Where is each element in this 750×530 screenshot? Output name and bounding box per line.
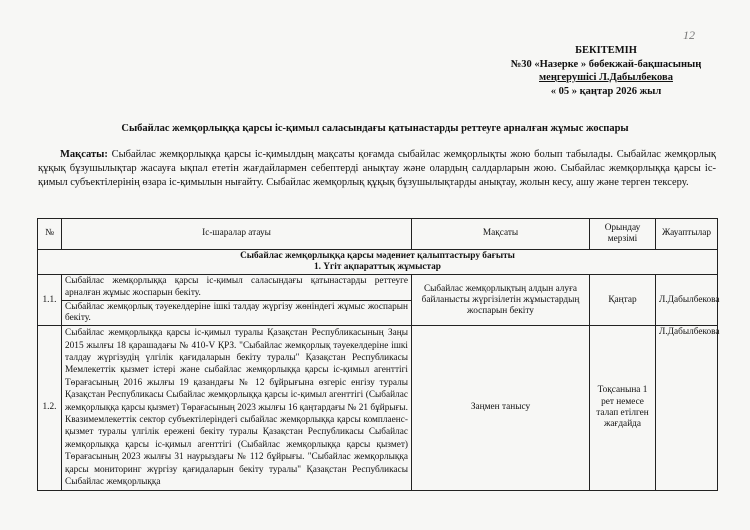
table-row <box>38 275 718 300</box>
page-number: 12 <box>683 28 695 42</box>
row-number: 1.2. <box>38 326 62 490</box>
header-number: № <box>38 219 62 250</box>
document-title: Сыбайлас жемқорлыққа қарсы іс-қимыл саласындағы қатынастарды реттеуге арналған жұмыс жоспары <box>121 123 629 134</box>
table-row <box>38 326 718 490</box>
section-row <box>38 250 718 275</box>
row-deadline: Тоқсанына 1 рет немесе талап етілген жағдайда <box>590 326 656 490</box>
approval-org-line: №30 «Назерке » бөбекжай-бақшасының <box>510 58 702 70</box>
header-responsible: Жауаптылар <box>656 219 718 250</box>
table-header-row <box>38 219 718 250</box>
approval-block <box>476 44 736 98</box>
approval-head-line: меңгерушісі Л.Дабылбекова <box>539 72 673 83</box>
row-goal: Заңмен танысу <box>412 326 590 490</box>
row-goal: Сыбайлас жемқорлықтың алдын алуға байланысты жүргізілетін жұмыстардың жоспарын бекіту <box>412 275 590 326</box>
row-event: Сыбайлас жемқорлыққа қарсы іс-қимыл туралы Қазақстан Республикасының Заңы 2015 жылғы 18 қарашадағы № 410-V ҚРЗ. "Сыбайлас жемқорлық тәуекелдеріне ішкі талдау жүргізудің үлгілік қағидаларын бекіту туралы" Қазақстан Республикасы Мемлекеттік қызмет істері және сыбайлас жемқорлыққа қарсы іс-қимыл агенттігі Төрағасының 2016 жылғы 19 қазандағы № 12 бұйрығына өзгеріс енгізу туралы Қазақстан Республикасы Сыбайлас жемқорлыққа қарсы іс-қимыл агенттігі (Сыбайлас жемқорлыққа қарсы қызмет) Төрағасының 2023 жылғы 16 қаңтардағы № 21 бұйрығы. Квазимемлекеттік сектор субъектілеріндегі сыбайлас жемқорлыққа қарсы комплаенс-қызмет туралы үлгілік ережені бекіту туралы Қазақстан Республикасы Сыбайлас жемқорлыққа қарсы іс-қимыл агенттігі (Сыбайлас жемқорлыққа қарсы қызмет) Төрағасының 2023 жылғы 31 наурыздағы № 112 бұйрығы. "Сыбайлас жемқорлыққа қарсы мониторинг жүргізу қағидаларын бекіту туралы" Қазақстан Республикасы Сыбайлас жемқорлыққа <box>62 326 412 490</box>
header-deadline: Орындау мерзімі <box>590 219 656 250</box>
row-number: 1.1. <box>38 275 62 326</box>
row-event: Сыбайлас жемқорлыққа қарсы іс-қимыл саласындағы қатынастарды реттеуге арналған жұмыс жоспарын бекіту. <box>62 275 412 300</box>
work-plan-table <box>37 218 718 491</box>
section-cell <box>38 250 718 275</box>
approval-heading: БЕКІТЕМІН <box>575 45 637 56</box>
section-title: Сыбайлас жемқорлыққа қарсы мәдениет қалыптастыру бағыты <box>240 251 515 261</box>
header-goal: Мақсаты <box>412 219 590 250</box>
subsection-title: 1. Үгіт ақпараттық жұмыстар <box>314 262 441 273</box>
row-event: Сыбайлас жемқорлық тәуекелдеріне ішкі талдау жүргізу жөніндегі жұмыс жоспарын бекіту. <box>62 300 412 325</box>
row-responsible: Л.Дабылбекова <box>656 326 718 490</box>
row-deadline: Қаңтар <box>590 275 656 326</box>
row-responsible: Л.Дабылбекова <box>656 275 718 326</box>
purpose-text: Сыбайлас жемқорлыққа қарсы іс-қимылдың мақсаты қоғамда сыбайлас жемқорлықты жою болып табылады. Сыбайлас жемқорлық құқық бұзушылықтар жасауға ықпал ететін жағдайлармен себептерді анықтау және олардың салдарларын жою. Сыбайлас жемқорлыққа қарсы іс-қимыл субъектілерінің өзара іс-қимылын нығайту. Сыбайлас жемқорлық құқық бұзушылықтарды анықтау, жолын кесу, ашу және терген тексеру. <box>38 149 716 189</box>
header-event: Іс-шаралар атауы <box>62 219 412 250</box>
approval-date-line: « 05 » қаңтар 2026 жыл <box>550 85 662 97</box>
purpose-paragraph <box>38 148 716 191</box>
purpose-label: Мақсаты: <box>60 149 108 160</box>
